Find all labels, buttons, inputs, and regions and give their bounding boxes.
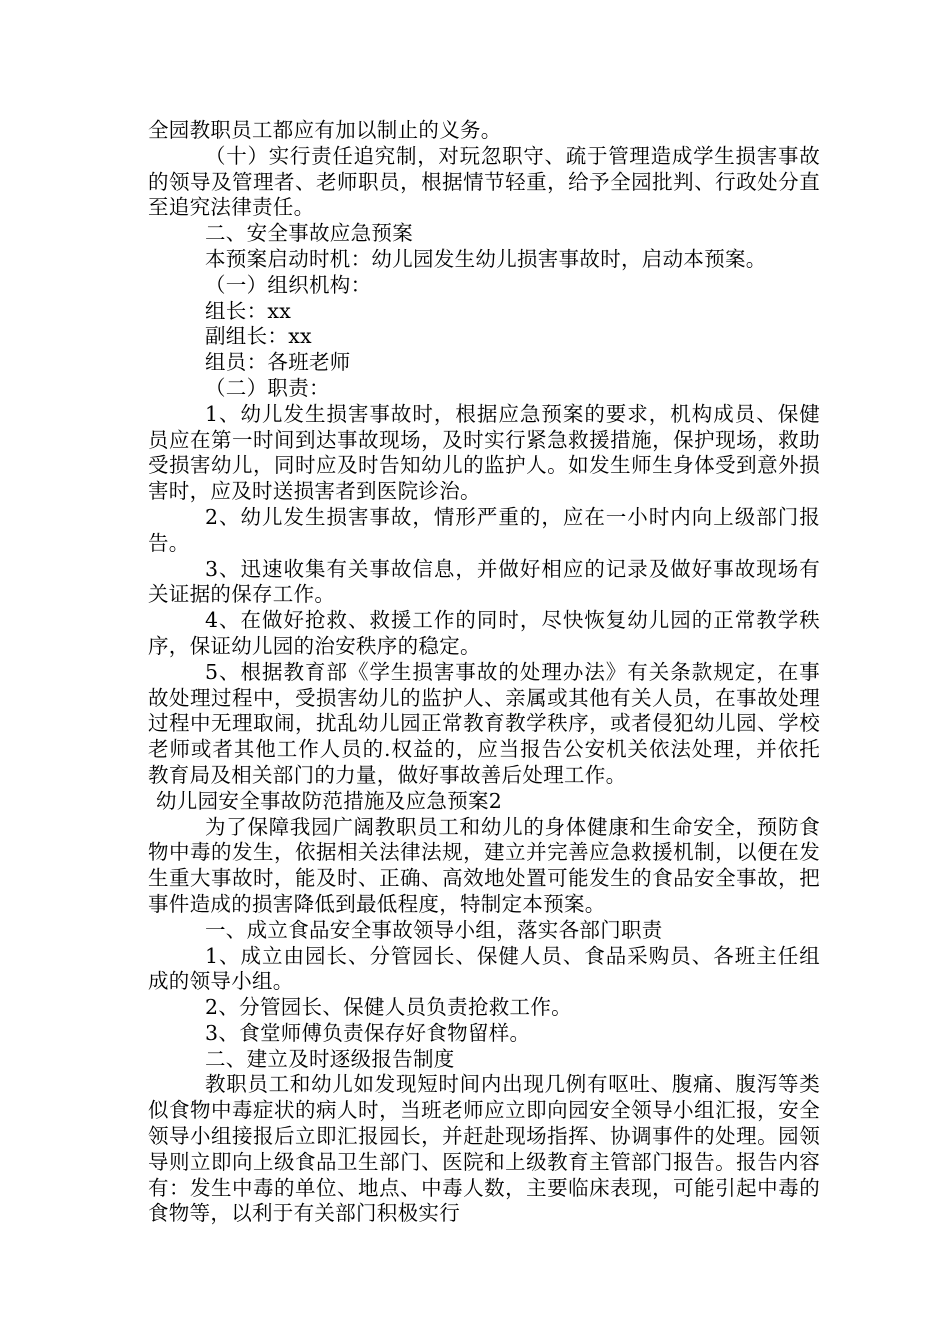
document-body — [148, 118, 820, 1227]
food-item-1: 1、成立由园长、分管园长、保健人员、食品采购员、各班主任组成的领导小组。 — [148, 943, 820, 994]
paragraph-vice-leader: 副组长：xx — [205, 324, 312, 349]
subheading-duties: （二）职责： — [205, 375, 330, 400]
document-title-2: 幼儿园安全事故防范措施及应急预案2 — [156, 788, 503, 813]
section-heading-food-1: 一、成立食品安全事故领导小组，落实各部门职责 — [205, 917, 663, 942]
duty-item-4: 4、在做好抢救、救援工作的同时，尽快恢复幼儿园的正常教学秩序，保证幼儿园的治安秩序的稳定。 — [148, 608, 820, 658]
duty-item-3: 3、迅速收集有关事故信息，并做好相应的记录及做好事故现场有关证据的保存工作。 — [148, 556, 820, 607]
duty-item-2: 2、幼儿发生损害事故，情形严重的，应在一小时内向上级部门报告。 — [148, 504, 820, 555]
paragraph-2: （十）实行责任追究制，对玩忽职守、疏于管理造成学生损害事故的领导及管理者、老师职员，根据情节轻重，给予全园批判、行政处分直至追究法律责任。 — [148, 143, 820, 220]
section-heading-food-2: 二、建立及时逐级报告制度 — [205, 1046, 455, 1071]
paragraph-4: 本预案启动时机：幼儿园发生幼儿损害事故时，启动本预案。 — [205, 246, 767, 271]
report-paragraph: 教职员工和幼儿如发现短时间内出现几例有呕吐、腹痛、腹泻等类似食物中毒症状的病人时，当班老师应立即向园安全领导小组汇报，安全领导小组接报后立即汇报园长，并赶赴现场指挥、协调事件的处理。园领导则立即向上级食品卫生部门、医院和上级教育主管部门报告。报告内容有：发生中毒的单位、地点、中毒人数，主要临床表现，可能引起中毒的食物等，以利于有关部门积极实行 — [148, 1072, 820, 1226]
paragraph-1: 全园教职员工都应有加以制止的义务。 — [148, 118, 502, 142]
intro-paragraph: 为了保障我园广阔教职员工和幼儿的身体健康和生命安全，预防食物中毒的发生，依据相关法律法规，建立并完善应急救援机制，以便在发生重大事故时，能及时、正确、高效地处置可能发生的食品安全事故，把事件造成的损害降低到最低程度，特制定本预案。 — [148, 814, 820, 916]
duty-item-1: 1、幼儿发生损害事故时，根据应急预案的要求，机构成员、保健员应在第一时间到达事故现场，及时实行紧急救援措施，保护现场，救助受损害幼儿，同时应及时告知幼儿的监护人。如发生师生身体受到意外损害时，应及时送损害者到医院诊治。 — [148, 401, 820, 504]
food-item-3: 3、食堂师傅负责保存好食物留样。 — [205, 1020, 531, 1045]
section-heading-2: 二、安全事故应急预案 — [205, 221, 413, 246]
subheading-organization: （一）组织机构： — [205, 272, 372, 297]
food-item-2: 2、分管园长、保健人员负责抢救工作。 — [205, 995, 572, 1020]
paragraph-leader: 组长：xx — [205, 298, 292, 323]
paragraph-members: 组员：各班老师 — [205, 350, 351, 375]
duty-item-5: 5、根据教育部《学生损害事故的处理办法》有关条款规定，在事故处理过程中，受损害幼儿的监护人、亲属或其他有关人员，在事故处理过程中无理取闹，扰乱幼儿园正常教育教学秩序，或者侵犯幼儿园、学校老师或者其他工作人员的.权益的，应当报告公安机关依法处理，并依托教育局及相关部门的力量，做好事故善后处理工作。 — [148, 659, 820, 787]
